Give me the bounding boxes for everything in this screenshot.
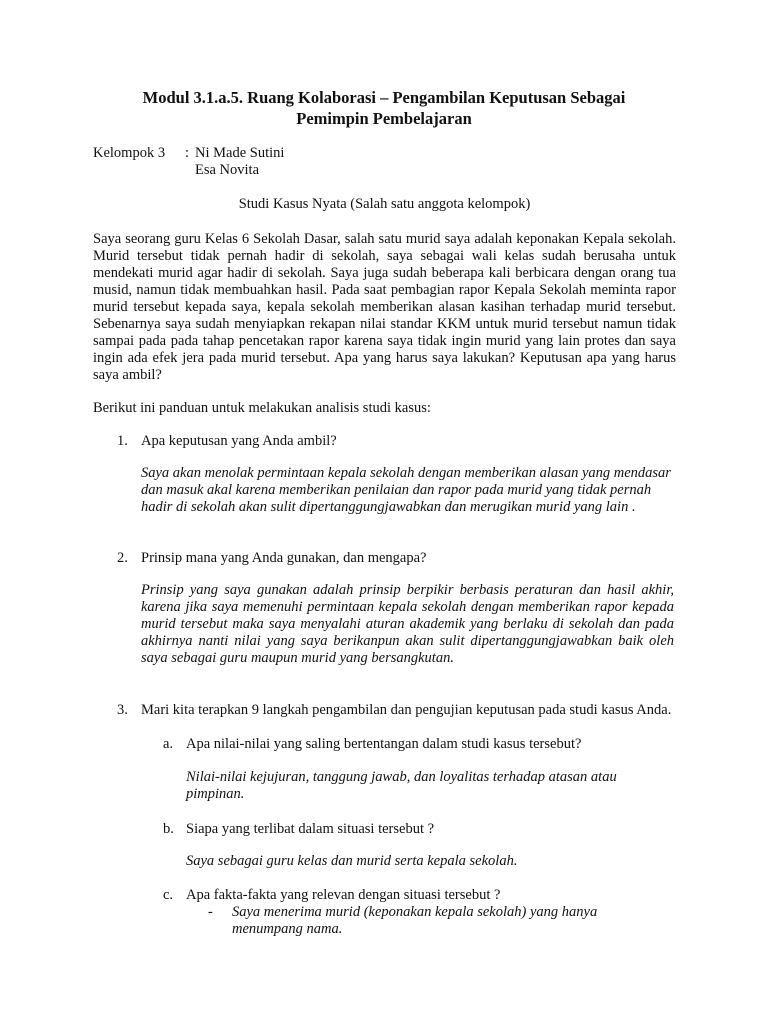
q1-text: Apa keputusan yang Anda ambil? [141, 433, 337, 449]
q2-text: Prinsip mana yang Anda gunakan, dan mengapa? [141, 550, 427, 566]
guide-intro: Berikut ini panduan untuk melakukan analisis studi kasus: [93, 400, 431, 416]
q3c-letter: c. [163, 887, 174, 903]
q3-number: 3. [117, 702, 128, 718]
case-paragraph: Saya seorang guru Kelas 6 Sekolah Dasar, salah satu murid saya adalah keponakan Kepala sekolah. Murid tersebut tidak pernah hadir di sekolah, saya sebagai wali kelas sudah berusaha untuk mendekati murid agar hadir di sekolah. Saya juga sudah beberapa kali berbicara dengan orang tua musid, namun tidak membuahkan hasil. Pada saat pembagian rapor Kepala Sekolah meminta rapor murid tersebut kepada saya, kepala sekolah memberikan alasan kasihan terhadap murid tersebut. Sebenarnya saya sudah menyiapkan rekapan nilai standar KKM untuk murid tersebut namun tidak sampai pada pada tahap pencetakan rapor karena saya tidak ingin murid yang lain protes dan saya ingin ada efek jera pada murid tersebut. Apa yang harus saya lakukan? Keputusan apa yang harus saya ambil? [93, 231, 676, 383]
title-line-2: Pemimpin Pembelajaran [296, 109, 472, 128]
document-title [92, 87, 676, 129]
group-member-1: Ni Made Sutini [195, 145, 285, 161]
q2-answer: Prinsip yang saya gunakan adalah prinsip berpikir berbasis peraturan dan hasil akhir, karena jika saya memenuhi permintaan kepala sekolah dengan memberikan rapor kepada murid tersebut maka saya menyalahi aturan akademik yang berlaku di sekolah dan pada akhirnya nanti nilai yang saya berikanpun akan sulit dipertanggungjawabkan baik oleh saya sebagai guru maupun murid yang bersangkutan. [141, 582, 674, 666]
q3c-bullet: - [208, 904, 213, 920]
q3a-letter: a. [163, 736, 174, 752]
q3c-answer-1: Saya menerima murid (keponakan kepala sekolah) yang hanya menumpang nama. [232, 904, 598, 937]
q1-answer: Saya akan menolak permintaan kepala sekolah dengan memberikan alasan yang mendasar dan masuk akal karena memberikan penilaian dan rapor pada murid yang tidak pernah hadir di sekolah akan sulit dipertanggungjawabkan dan merugikan murid yang lain . [141, 465, 671, 515]
q1-number: 1. [117, 433, 128, 449]
group-colon: : [185, 145, 190, 161]
q3a-text: Apa nilai-nilai yang saling bertentangan dalam studi kasus tersebut? [186, 736, 582, 752]
group-member-2: Esa Novita [195, 162, 260, 178]
q3b-text: Siapa yang terlibat dalam situasi tersebut ? [186, 821, 435, 837]
q3-text: Mari kita terapkan 9 langkah pengambilan dan pengujian keputusan pada studi kasus Anda. [141, 702, 672, 718]
q3a-answer: Nilai-nilai kejujuran, tanggung jawab, dan loyalitas terhadap atasan atau pimpinan. [186, 769, 617, 802]
case-heading: Studi Kasus Nyata (Salah satu anggota kelompok) [238, 196, 531, 212]
group-label: Kelompok 3 [93, 145, 166, 161]
q3b-answer: Saya sebagai guru kelas dan murid serta kepala sekolah. [186, 853, 518, 869]
title-line-1: Modul 3.1.a.5. Ruang Kolaborasi – Pengambilan Keputusan Sebagai [142, 88, 626, 107]
q3c-text: Apa fakta-fakta yang relevan dengan situasi tersebut ? [186, 887, 501, 903]
q2-number: 2. [117, 550, 128, 566]
q3b-letter: b. [163, 821, 174, 837]
